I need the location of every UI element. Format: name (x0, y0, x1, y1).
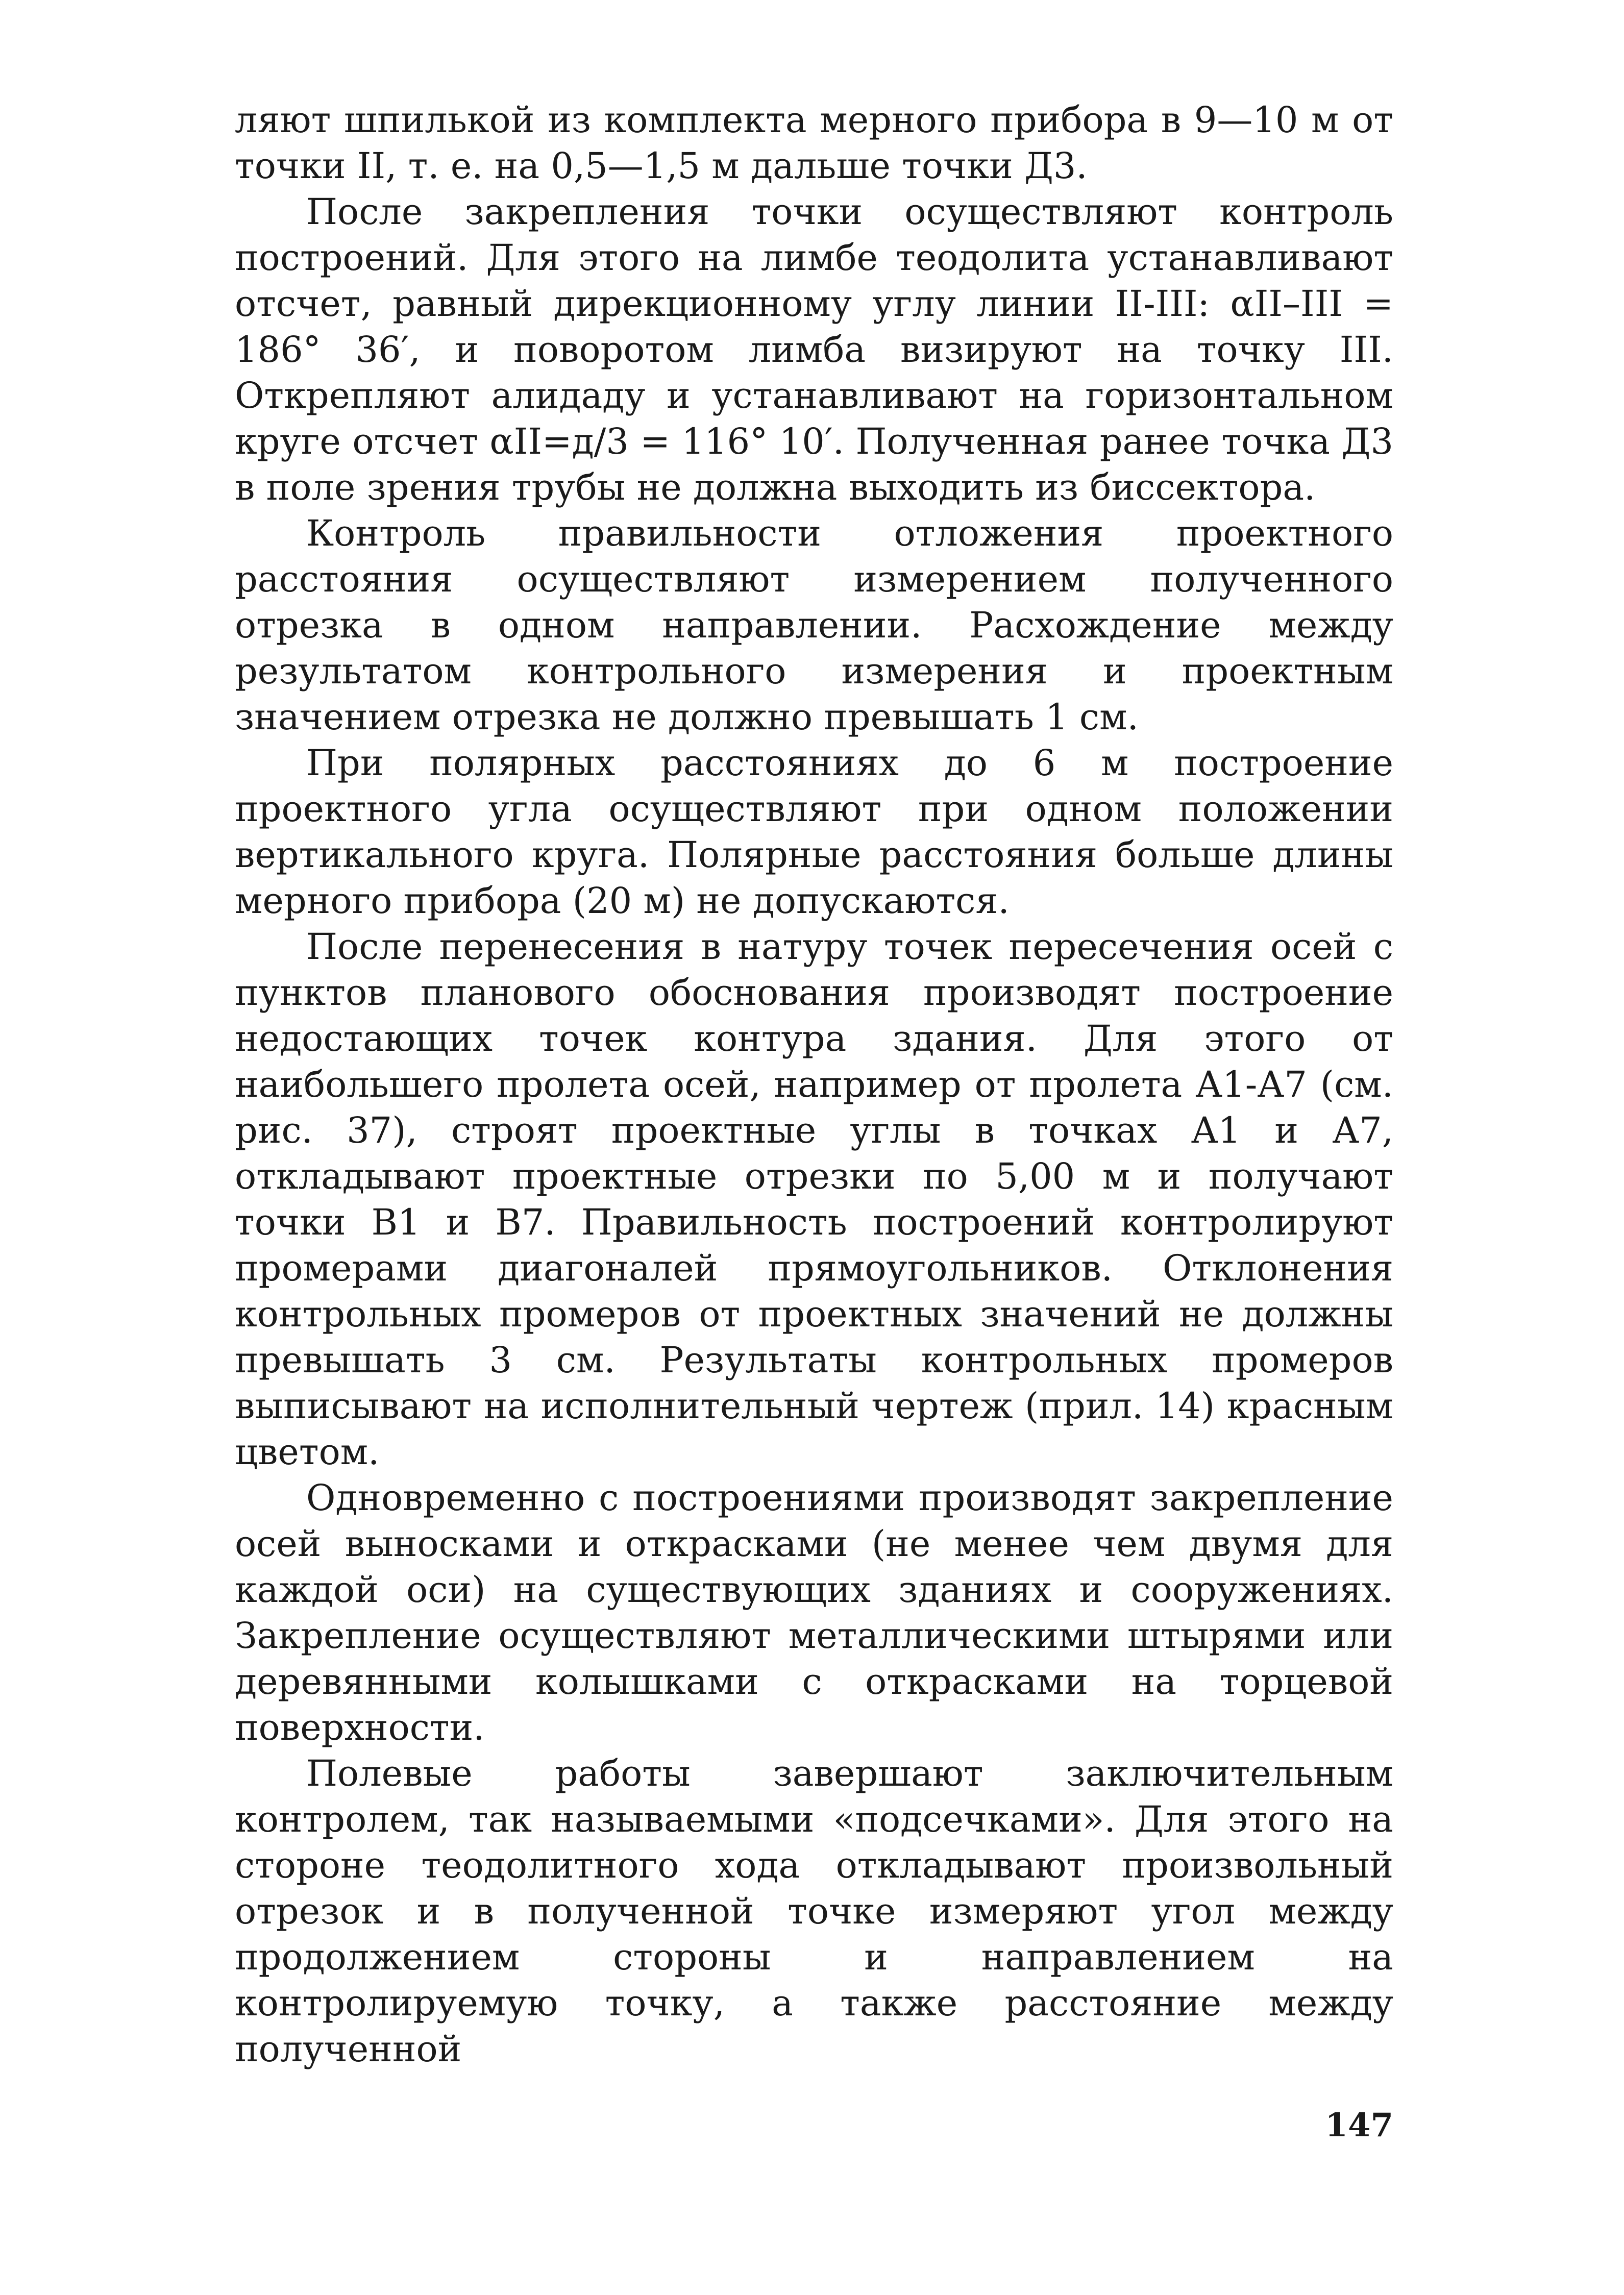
paragraph-contour-points: После перенесения в натуру точек пересечения осей с пунктов планового обоснования производят построение недостающих точек контура здания. Для этого от наибольшего пролета осей, например от пролета А1-А7 (см. рис. 37), строят проектные углы в точках А1 и А7, откладывают проектные отрезки по 5,00 м и получают точки В1 и В7. Правильность построений контролируют промерами диагоналей прямоугольников. Отклонения контрольных промеров от проектных значений не должны превышать 3 см. Результаты контрольных промеров выписывают на исполнительный чертеж (прил. 14) красным цветом. (235, 926, 1393, 1473)
paragraph-axis-fixing: Одновременно с построениями производят закрепление осей выносками и открасками (не менее чем двумя для каждой оси) на существующих зданиях и сооружениях. Закрепление осуществляют металлическими штырями или деревянными колышками с открасками на торцевой поверхности. (235, 1477, 1393, 1748)
paragraph-control-construction: После закрепления точки осуществляют контроль построений. Для этого на лимбе теодолита устанавливают отсчет, равный дирекционному углу линии II-III: αII–III = 186° 36′, и поворотом лимба визируют на точку III. Открепляют алидаду и устанавливают на горизонтальном круге отсчет αII=д/3 = 116° 10′. Полученная ранее точка Д3 в поле зрения трубы не должна выходить из биссектора. (235, 191, 1393, 508)
page-number: 147 (1325, 2106, 1393, 2144)
paragraph-polar-distances: При полярных расстояниях до 6 м построение проектного угла осуществляют при одном положении вертикального круга. Полярные расстояния больше длины мерного прибора (20 м) не допускаются. (235, 742, 1393, 922)
paragraph-distance-control: Контроль правильности отложения проектного расстояния осуществляют измерением полученного отрезка в одном направлении. Расхождение между результатом контрольного измерения и проектным значением отрезка не должно превышать 1 см. (235, 512, 1393, 738)
paragraph-field-works: Полевые работы завершают заключительным контролем, так называемыми «подсечками». Для этого на стороне теодолитного хода откладывают произвольный отрезок и в полученной точке измеряют угол между продолжением стороны и направлением на контролируемую точку, а также расстояние между полученной (235, 1753, 1393, 2070)
paragraph-continuation: ляют шпилькой из комплекта мерного прибора в 9—10 м от точки II, т. е. на 0,5—1,5 м дальше точки Д3. (235, 99, 1393, 187)
page-text-block (235, 97, 1393, 2072)
